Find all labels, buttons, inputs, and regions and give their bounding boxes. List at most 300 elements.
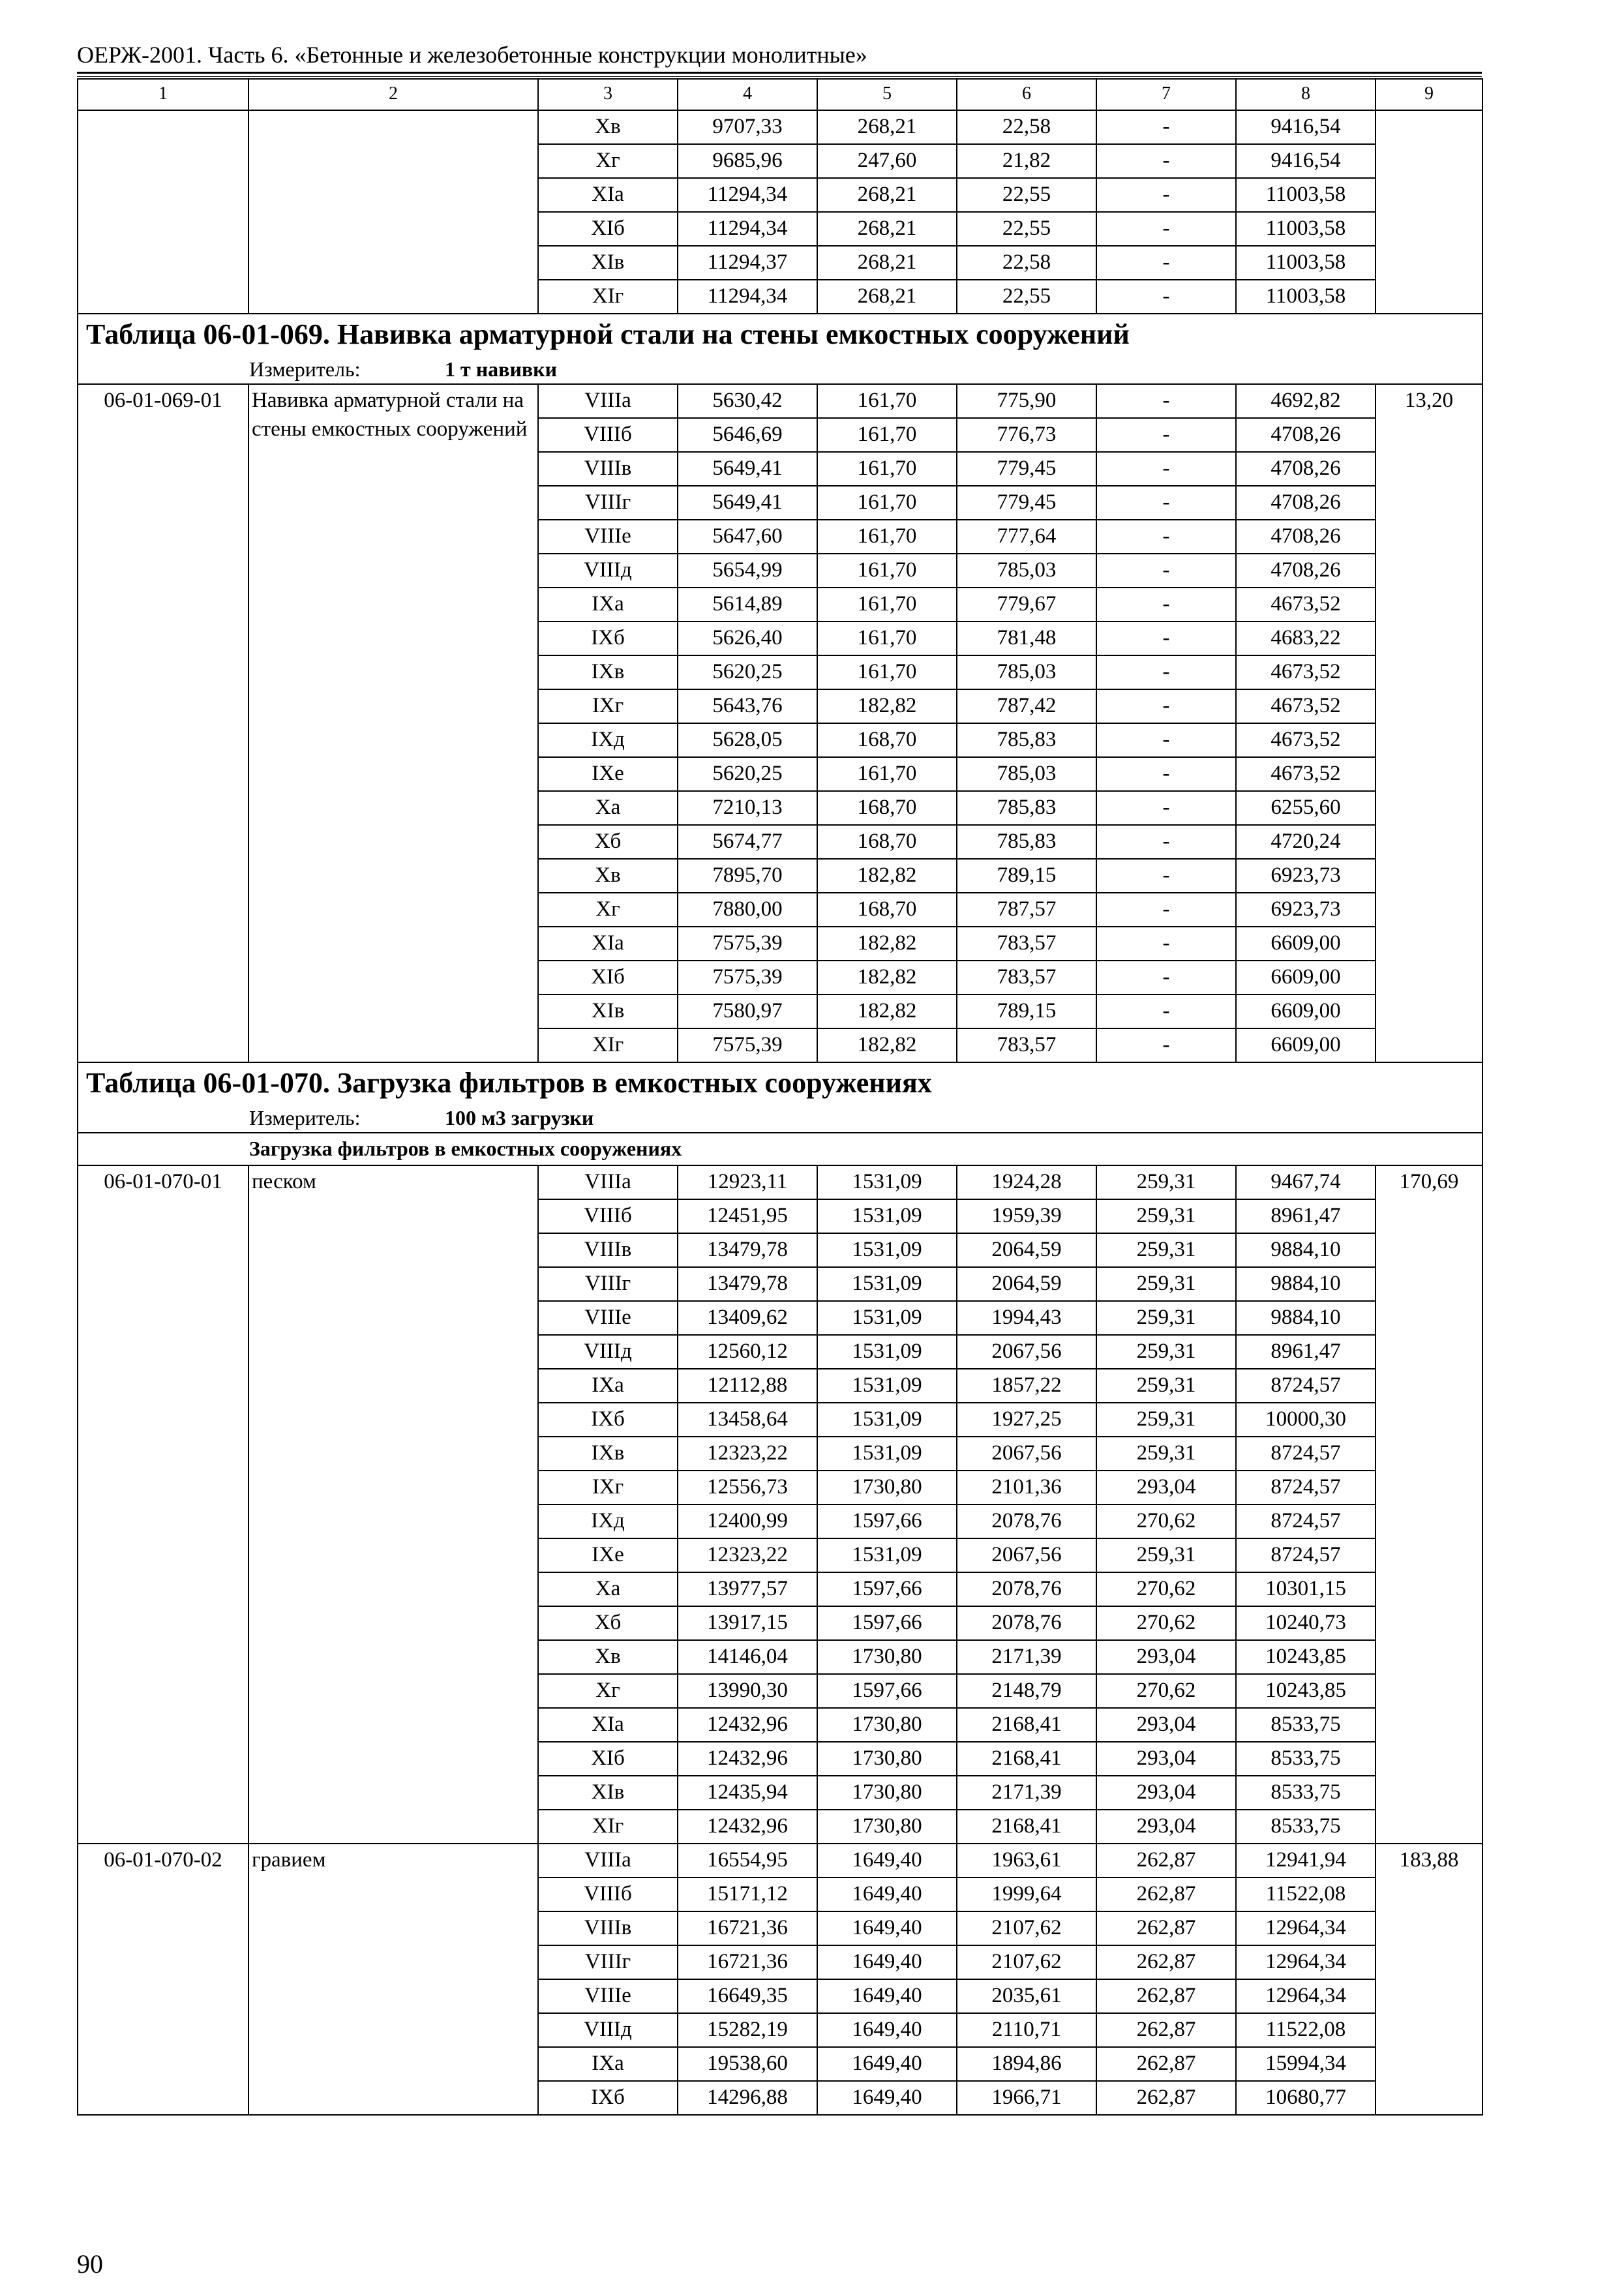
table-cell: 4683,22 — [1236, 621, 1376, 655]
table-cell: IXа — [538, 588, 678, 621]
table-cell: 8533,75 — [1236, 1708, 1376, 1742]
table-cell: 22,58 — [957, 110, 1096, 144]
measure-label: Измеритель: — [249, 357, 361, 381]
table-cell: 268,21 — [817, 178, 957, 212]
table-cell: 1531,09 — [817, 1301, 957, 1335]
table-cell: XIв — [538, 995, 678, 1028]
table-title: Таблица 06-01-070. Загрузка фильтров в емкостных сооружениях — [78, 1062, 1482, 1105]
table-cell: 7575,39 — [678, 927, 817, 961]
table-cell: 783,57 — [957, 961, 1096, 995]
table-cell: 182,82 — [817, 961, 957, 995]
table-row — [78, 110, 1482, 144]
table-cell: XIг — [538, 280, 678, 314]
table-cell: 7575,39 — [678, 1028, 817, 1062]
table-cell: 1597,66 — [817, 1572, 957, 1606]
description-cell: песком — [248, 1165, 538, 1844]
table-cell: - — [1096, 723, 1236, 757]
table-cell: 9884,10 — [1236, 1233, 1376, 1267]
table-cell: 182,82 — [817, 927, 957, 961]
table-cell: 262,87 — [1096, 1844, 1236, 1878]
table-cell: 161,70 — [817, 621, 957, 655]
table-cell: VIIIг — [538, 1267, 678, 1301]
table-cell: 259,31 — [1096, 1301, 1236, 1335]
code-cell: 06-01-069-01 — [78, 384, 248, 1062]
table-cell: VIIIа — [538, 1165, 678, 1199]
table-cell: 293,04 — [1096, 1640, 1236, 1674]
page-header: ОЕРЖ-2001. Часть 6. «Бетонные и железобетонные конструкции монолитные» — [77, 42, 867, 68]
table-cell: - — [1096, 144, 1236, 178]
table-cell: 13917,15 — [678, 1606, 817, 1640]
table-cell: 11522,08 — [1236, 1878, 1376, 1911]
table-cell: IXд — [538, 723, 678, 757]
table-row — [78, 384, 1482, 418]
table-cell: 1730,80 — [817, 1471, 957, 1504]
table-cell: 6609,00 — [1236, 995, 1376, 1028]
table-cell: 11294,34 — [678, 280, 817, 314]
table-cell: 2101,36 — [957, 1471, 1096, 1504]
table-cell: 6609,00 — [1236, 961, 1376, 995]
table-cell: 168,70 — [817, 893, 957, 927]
table-cell: 4708,26 — [1236, 520, 1376, 554]
rates-table-body — [78, 79, 1482, 2115]
table-cell: 1649,40 — [817, 2081, 957, 2115]
table-cell: 293,04 — [1096, 1810, 1236, 1844]
table-cell: - — [1096, 893, 1236, 927]
table-cell: 776,73 — [957, 418, 1096, 452]
table-cell: 5620,25 — [678, 655, 817, 689]
table-cell: 270,62 — [1096, 1504, 1236, 1538]
table-cell: VIIIб — [538, 1878, 678, 1911]
measure-row — [78, 1105, 1482, 1133]
table-cell: 2078,76 — [957, 1572, 1096, 1606]
table-cell: 4673,52 — [1236, 723, 1376, 757]
table-cell: - — [1096, 995, 1236, 1028]
table-cell: 785,83 — [957, 825, 1096, 859]
table-cell: 10000,30 — [1236, 1403, 1376, 1437]
table-cell: 161,70 — [817, 486, 957, 520]
table-cell: 8724,57 — [1236, 1538, 1376, 1572]
table-cell: 161,70 — [817, 757, 957, 791]
table-cell: 22,55 — [957, 178, 1096, 212]
table-cell: 4673,52 — [1236, 689, 1376, 723]
table-cell: 161,70 — [817, 554, 957, 588]
table-cell: 14296,88 — [678, 2081, 817, 2115]
table-cell: Xв — [538, 110, 678, 144]
table-cell: 5643,76 — [678, 689, 817, 723]
table-cell: 2064,59 — [957, 1267, 1096, 1301]
table-cell: - — [1096, 927, 1236, 961]
table-cell: 7210,13 — [678, 791, 817, 825]
description-cell: гравием — [248, 1844, 538, 2115]
table-cell: XIб — [538, 212, 678, 246]
table-cell: 7575,39 — [678, 961, 817, 995]
table-cell: 779,67 — [957, 588, 1096, 621]
table-cell: 1597,66 — [817, 1606, 957, 1640]
table-cell: 785,83 — [957, 791, 1096, 825]
table-cell: 259,31 — [1096, 1199, 1236, 1233]
table-cell: 1649,40 — [817, 2013, 957, 2047]
table-cell: - — [1096, 1028, 1236, 1062]
table-cell: 13479,78 — [678, 1267, 817, 1301]
table-cell: 8961,47 — [1236, 1199, 1376, 1233]
col9-cell: 170,69 — [1376, 1165, 1482, 1844]
column-number: 8 — [1236, 79, 1376, 110]
table-cell: 1924,28 — [957, 1165, 1096, 1199]
table-cell: 5620,25 — [678, 757, 817, 791]
code-cell: 06-01-070-01 — [78, 1165, 248, 1844]
table-cell: 1994,43 — [957, 1301, 1096, 1335]
table-cell: 775,90 — [957, 384, 1096, 418]
table-cell: 11294,34 — [678, 178, 817, 212]
table-cell: 161,70 — [817, 418, 957, 452]
table-cell: 11003,58 — [1236, 246, 1376, 280]
table-cell: 259,31 — [1096, 1233, 1236, 1267]
table-cell: 161,70 — [817, 384, 957, 418]
measure-cell — [78, 1105, 1482, 1133]
table-cell: 7580,97 — [678, 995, 817, 1028]
table-cell: IXб — [538, 621, 678, 655]
table-cell: - — [1096, 791, 1236, 825]
table-cell: 1649,40 — [817, 1979, 957, 2013]
table-cell: 12451,95 — [678, 1199, 817, 1233]
column-number: 9 — [1376, 79, 1482, 110]
table-cell: 1531,09 — [817, 1165, 957, 1199]
table-cell: 789,15 — [957, 995, 1096, 1028]
column-number: 3 — [538, 79, 678, 110]
table-cell: 785,03 — [957, 757, 1096, 791]
table-cell: - — [1096, 588, 1236, 621]
table-cell: 9707,33 — [678, 110, 817, 144]
table-cell: 15994,34 — [1236, 2047, 1376, 2081]
table-cell: 12435,94 — [678, 1776, 817, 1810]
table-cell: 1730,80 — [817, 1742, 957, 1776]
table-cell: - — [1096, 621, 1236, 655]
table-cell: 16721,36 — [678, 1945, 817, 1979]
table-cell: 11003,58 — [1236, 280, 1376, 314]
table-cell: 11522,08 — [1236, 2013, 1376, 2047]
table-cell: 1597,66 — [817, 1504, 957, 1538]
table-cell: 783,57 — [957, 927, 1096, 961]
table-cell: 1959,39 — [957, 1199, 1096, 1233]
table-cell: 5649,41 — [678, 452, 817, 486]
table-cell: 1531,09 — [817, 1335, 957, 1369]
table-cell: VIIIб — [538, 1199, 678, 1233]
table-cell: 12432,96 — [678, 1742, 817, 1776]
table-cell: 5646,69 — [678, 418, 817, 452]
table-cell: - — [1096, 178, 1236, 212]
table-cell: 16649,35 — [678, 1979, 817, 2013]
table-cell: 10240,73 — [1236, 1606, 1376, 1640]
table-cell: 5649,41 — [678, 486, 817, 520]
table-cell: 781,48 — [957, 621, 1096, 655]
table-cell: 8533,75 — [1236, 1776, 1376, 1810]
table-cell: 268,21 — [817, 110, 957, 144]
table-cell: 161,70 — [817, 452, 957, 486]
table-cell: 15171,12 — [678, 1878, 817, 1911]
table-cell: 6609,00 — [1236, 927, 1376, 961]
table-cell: 4673,52 — [1236, 655, 1376, 689]
table-cell: 12432,96 — [678, 1810, 817, 1844]
table-cell: 262,87 — [1096, 1945, 1236, 1979]
column-number: 7 — [1096, 79, 1236, 110]
table-cell: 262,87 — [1096, 2081, 1236, 2115]
table-cell: 262,87 — [1096, 1911, 1236, 1945]
table-cell: 21,82 — [957, 144, 1096, 178]
table-cell: 10301,15 — [1236, 1572, 1376, 1606]
table-cell: - — [1096, 486, 1236, 520]
table-cell: IXа — [538, 2047, 678, 2081]
table-cell: 12323,22 — [678, 1538, 817, 1572]
table-cell: XIг — [538, 1810, 678, 1844]
table-cell: 259,31 — [1096, 1538, 1236, 1572]
table-cell: 22,55 — [957, 212, 1096, 246]
table-cell: 262,87 — [1096, 2013, 1236, 2047]
table-cell: 182,82 — [817, 1028, 957, 1062]
table-cell: IXб — [538, 1403, 678, 1437]
table-cell: 2168,41 — [957, 1810, 1096, 1844]
table-title-row — [78, 1062, 1482, 1105]
table-cell: VIIIв — [538, 1233, 678, 1267]
table-cell: 270,62 — [1096, 1674, 1236, 1708]
column-number: 4 — [678, 79, 817, 110]
col9-cell — [1376, 110, 1482, 314]
table-cell: - — [1096, 655, 1236, 689]
table-cell: 13409,62 — [678, 1301, 817, 1335]
table-cell: IXв — [538, 1437, 678, 1471]
table-cell: 182,82 — [817, 689, 957, 723]
table-cell: Xа — [538, 1572, 678, 1606]
table-cell: 12964,34 — [1236, 1911, 1376, 1945]
column-number: 2 — [248, 79, 538, 110]
table-cell: - — [1096, 554, 1236, 588]
table-cell: 5626,40 — [678, 621, 817, 655]
table-cell: 1649,40 — [817, 1945, 957, 1979]
table-cell: 787,42 — [957, 689, 1096, 723]
table-cell: 5614,89 — [678, 588, 817, 621]
table-cell: 5654,99 — [678, 554, 817, 588]
table-cell: 16554,95 — [678, 1844, 817, 1878]
table-cell: XIб — [538, 1742, 678, 1776]
table-title-row — [78, 314, 1482, 356]
table-cell: 1730,80 — [817, 1810, 957, 1844]
col9-cell: 13,20 — [1376, 384, 1482, 1062]
table-cell: 8724,57 — [1236, 1471, 1376, 1504]
table-cell: 168,70 — [817, 723, 957, 757]
table-cell: IXг — [538, 1471, 678, 1504]
table-cell: 270,62 — [1096, 1606, 1236, 1640]
table-cell: 12400,99 — [678, 1504, 817, 1538]
table-cell: 1531,09 — [817, 1233, 957, 1267]
table-cell: 19538,60 — [678, 2047, 817, 2081]
table-cell: - — [1096, 212, 1236, 246]
table-cell: 1531,09 — [817, 1403, 957, 1437]
table-cell: - — [1096, 520, 1236, 554]
measure-row — [78, 356, 1482, 384]
table-cell: 8724,57 — [1236, 1504, 1376, 1538]
table-cell: 12112,88 — [678, 1369, 817, 1403]
table-cell: 1963,61 — [957, 1844, 1096, 1878]
table-cell: 1649,40 — [817, 1911, 957, 1945]
table-cell: - — [1096, 246, 1236, 280]
table-cell: - — [1096, 961, 1236, 995]
table-cell: 2067,56 — [957, 1437, 1096, 1471]
table-cell: VIIIд — [538, 1335, 678, 1369]
table-cell: 1649,40 — [817, 2047, 957, 2081]
table-cell: 6923,73 — [1236, 859, 1376, 893]
table-cell: - — [1096, 384, 1236, 418]
code-cell: 06-01-070-02 — [78, 1844, 248, 2115]
table-cell: 182,82 — [817, 859, 957, 893]
column-number: 6 — [957, 79, 1096, 110]
table-cell: 1531,09 — [817, 1199, 957, 1233]
table-cell: IXд — [538, 1504, 678, 1538]
code-cell — [78, 110, 248, 314]
table-cell: 22,55 — [957, 280, 1096, 314]
table-cell: 161,70 — [817, 655, 957, 689]
table-cell: 7880,00 — [678, 893, 817, 927]
table-cell: 9416,54 — [1236, 110, 1376, 144]
table-cell: 4673,52 — [1236, 757, 1376, 791]
table-cell: 268,21 — [817, 246, 957, 280]
table-cell: 13977,57 — [678, 1572, 817, 1606]
table-cell: 22,58 — [957, 246, 1096, 280]
table-cell: 8533,75 — [1236, 1742, 1376, 1776]
table-cell: 6609,00 — [1236, 1028, 1376, 1062]
table-cell: IXе — [538, 1538, 678, 1572]
table-cell: IXг — [538, 689, 678, 723]
table-cell: 9884,10 — [1236, 1301, 1376, 1335]
table-cell: 2107,62 — [957, 1945, 1096, 1979]
table-cell: 13479,78 — [678, 1233, 817, 1267]
table-cell: VIIIб — [538, 418, 678, 452]
table-cell: 10243,85 — [1236, 1674, 1376, 1708]
table-cell: 1999,64 — [957, 1878, 1096, 1911]
table-cell: 1730,80 — [817, 1708, 957, 1742]
table-cell: 13990,30 — [678, 1674, 817, 1708]
table-cell: 2067,56 — [957, 1538, 1096, 1572]
column-number: 5 — [817, 79, 957, 110]
table-cell: 2067,56 — [957, 1335, 1096, 1369]
table-cell: - — [1096, 452, 1236, 486]
description-cell: Навивка арматурной стали на стены емкостных сооружений — [248, 384, 538, 1062]
table-cell: 1730,80 — [817, 1640, 957, 1674]
measure-cell — [78, 356, 1482, 384]
measure-value: 100 м3 загрузки — [445, 1106, 594, 1130]
table-cell: 785,03 — [957, 554, 1096, 588]
table-cell: Xа — [538, 791, 678, 825]
table-cell: - — [1096, 825, 1236, 859]
table-cell: - — [1096, 859, 1236, 893]
table-cell: 7895,70 — [678, 859, 817, 893]
table-cell: 2168,41 — [957, 1742, 1096, 1776]
table-cell: 168,70 — [817, 825, 957, 859]
table-cell: - — [1096, 689, 1236, 723]
table-cell: 293,04 — [1096, 1742, 1236, 1776]
table-cell: 16721,36 — [678, 1911, 817, 1945]
table-cell: 12432,96 — [678, 1708, 817, 1742]
table-cell: 247,60 — [817, 144, 957, 178]
table-cell: XIа — [538, 178, 678, 212]
table-cell: 6255,60 — [1236, 791, 1376, 825]
table-cell: 13458,64 — [678, 1403, 817, 1437]
table-cell: 12964,34 — [1236, 1979, 1376, 2013]
table-cell: 182,82 — [817, 995, 957, 1028]
table-cell: 11294,34 — [678, 212, 817, 246]
table-cell: 1531,09 — [817, 1437, 957, 1471]
table-cell: 5630,42 — [678, 384, 817, 418]
table-cell: Xб — [538, 825, 678, 859]
table-cell: 9416,54 — [1236, 144, 1376, 178]
table-cell: VIIIе — [538, 520, 678, 554]
table-cell: 8724,57 — [1236, 1437, 1376, 1471]
table-cell: 4692,82 — [1236, 384, 1376, 418]
table-cell: 1597,66 — [817, 1674, 957, 1708]
table-cell: 259,31 — [1096, 1403, 1236, 1437]
table-cell: Xв — [538, 1640, 678, 1674]
table-cell: 779,45 — [957, 486, 1096, 520]
table-cell: Xг — [538, 1674, 678, 1708]
table-cell: 259,31 — [1096, 1267, 1236, 1301]
table-cell: 11294,37 — [678, 246, 817, 280]
table-cell: 4708,26 — [1236, 486, 1376, 520]
table-cell: 783,57 — [957, 1028, 1096, 1062]
description-cell — [248, 110, 538, 314]
table-cell: 1649,40 — [817, 1878, 957, 1911]
table-title: Таблица 06-01-069. Навивка арматурной стали на стены емкостных сооружений — [78, 314, 1482, 356]
table-cell: 789,15 — [957, 859, 1096, 893]
table-cell: 2064,59 — [957, 1233, 1096, 1267]
table-cell: Xг — [538, 144, 678, 178]
table-cell: 2171,39 — [957, 1776, 1096, 1810]
table-cell: IXа — [538, 1369, 678, 1403]
table-cell: XIа — [538, 1708, 678, 1742]
table-cell: 4708,26 — [1236, 452, 1376, 486]
table-cell: VIIIе — [538, 1979, 678, 2013]
table-cell: 12964,34 — [1236, 1945, 1376, 1979]
table-cell: 12560,12 — [678, 1335, 817, 1369]
table-cell: 10680,77 — [1236, 2081, 1376, 2115]
table-cell: 259,31 — [1096, 1335, 1236, 1369]
table-cell: 259,31 — [1096, 1165, 1236, 1199]
table-cell: 9685,96 — [678, 144, 817, 178]
table-cell: VIIIд — [538, 2013, 678, 2047]
table-cell: XIб — [538, 961, 678, 995]
table-cell: 2168,41 — [957, 1708, 1096, 1742]
measure-label: Измеритель: — [249, 1106, 361, 1130]
table-cell: VIIIа — [538, 384, 678, 418]
table-cell: 1531,09 — [817, 1538, 957, 1572]
table-cell: 168,70 — [817, 791, 957, 825]
table-cell: IXе — [538, 757, 678, 791]
table-cell: Xб — [538, 1606, 678, 1640]
table-cell: 9467,74 — [1236, 1165, 1376, 1199]
table-cell: IXв — [538, 655, 678, 689]
table-cell: 268,21 — [817, 212, 957, 246]
table-cell: 161,70 — [817, 520, 957, 554]
table-cell: 262,87 — [1096, 2047, 1236, 2081]
section-heading: Загрузка фильтров в емкостных сооружениях — [78, 1133, 1482, 1165]
rates-table — [77, 78, 1483, 2116]
table-cell: 259,31 — [1096, 1437, 1236, 1471]
table-cell: 6923,73 — [1236, 893, 1376, 927]
table-cell: VIIIе — [538, 1301, 678, 1335]
table-cell: 5647,60 — [678, 520, 817, 554]
table-cell: 1966,71 — [957, 2081, 1096, 2115]
table-cell: 1857,22 — [957, 1369, 1096, 1403]
section-row — [78, 1133, 1482, 1165]
table-row — [78, 1844, 1482, 1878]
table-cell: 5628,05 — [678, 723, 817, 757]
